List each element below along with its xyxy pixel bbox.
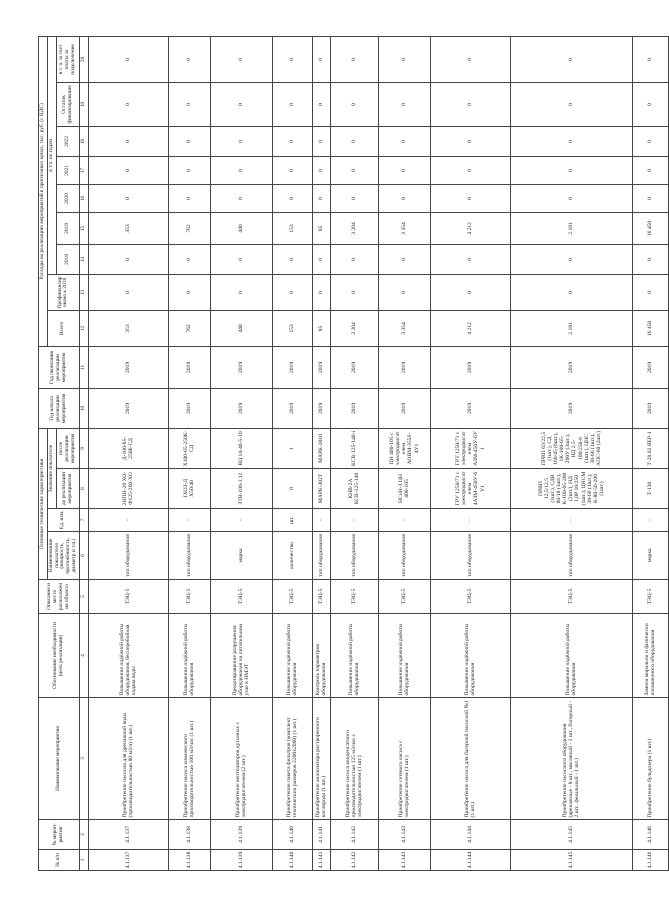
cell-after: КСВ-125-140-і <box>330 428 378 468</box>
cell-pid: 4.1.138 <box>168 820 210 850</box>
cell-y2018: 0 <box>510 244 632 274</box>
cell-y2022: 0 <box>430 126 510 156</box>
cell-pid: 4.1.141 <box>312 820 330 850</box>
cell-incl: 0 <box>88 36 168 82</box>
cell-y2020: 0 <box>510 184 632 212</box>
cell-rest: 0 <box>168 82 210 126</box>
header-2020: 2020 <box>56 184 79 212</box>
column-number: 9 <box>79 428 88 468</box>
header-total: Всего <box>47 310 79 346</box>
header-before: до реализации мероприятия <box>56 469 79 509</box>
cell-place: ТЭЦ-5 <box>378 580 430 614</box>
cell-start: 2019 <box>312 388 330 428</box>
table-row <box>168 36 210 870</box>
cell-no: 4.1.137 <box>88 850 168 871</box>
header-2018: 2018 <box>56 244 79 274</box>
cell-y2022: 0 <box>510 126 632 156</box>
cell-y2020: 0 <box>168 184 210 212</box>
cell-y2020: 0 <box>272 184 312 212</box>
cell-unit: - <box>378 509 430 532</box>
cell-reason: Повышение надёжной работы оборудования <box>430 614 510 698</box>
header-group-values: Значение показателя <box>47 428 56 508</box>
header-remaining: Остаток финансирования <box>56 82 79 126</box>
cell-before: ЗТВ-100-1,12 <box>210 469 272 509</box>
column-number: 18 <box>79 126 88 156</box>
cell-unit: шт. <box>272 509 312 532</box>
cell-name: Приобретение пакета фильтров (комплект технических размеров 2200x2000) (1 шт.) <box>272 698 312 820</box>
cell-pid: 4.1.139 <box>210 820 272 850</box>
column-number: 3 <box>79 698 88 820</box>
cell-incl: 0 <box>210 36 272 82</box>
cell-pid: 4.1.142 <box>330 820 378 850</box>
header-2022: 2022 <box>56 126 79 156</box>
column-number: 10 <box>79 388 88 428</box>
cell-param: тип оборудования <box>430 532 510 580</box>
cell-name: Приобретение анализатора растворенного кислорода (1 шт.) <box>312 698 330 820</box>
cell-pid: 4.1.144 <box>430 820 510 850</box>
table-row <box>632 36 668 870</box>
cell-y2021: 0 <box>430 156 510 184</box>
cell-y2020: 0 <box>88 184 168 212</box>
column-number: 15 <box>79 212 88 244</box>
column-number: 16 <box>79 184 88 212</box>
cell-rest: 0 <box>272 82 312 126</box>
column-number-row <box>79 36 88 870</box>
cell-param: тип оборудования <box>378 532 430 580</box>
cell-y2020: 0 <box>210 184 272 212</box>
cell-fin: 0 <box>510 274 632 310</box>
cell-rest: 0 <box>330 82 378 126</box>
header-group-tech: Основные технические характеристики <box>39 428 48 579</box>
cell-no: 4.1.140 <box>272 850 312 871</box>
cell-y2018: 0 <box>168 244 210 274</box>
cell-y2019: 3 354 <box>378 212 430 244</box>
cell-y2020: 0 <box>312 184 330 212</box>
header-incl: в т. ч. за счет платы за подключение <box>56 36 79 82</box>
cell-name: Приобретение насосного оборудования (дренажные - 8 шт., масляный - 1 шт., багерный - 2 шт., фекальный - 1 шт.) <box>510 698 632 820</box>
cell-rest: 0 <box>430 82 510 126</box>
header-project-no: № мероп-риятия <box>39 820 80 850</box>
cell-param: тип оборудования <box>510 532 632 580</box>
column-number: 4 <box>79 614 88 698</box>
cell-fin: 0 <box>272 274 312 310</box>
cell-before: Т-130 <box>632 469 668 509</box>
cell-after: Т-20.02 ЯЕР-1 <box>632 428 668 468</box>
cell-reason: Повышение надёжной работы оборудования <box>168 614 210 698</box>
cell-before: МАРК-302Т <box>312 469 330 509</box>
cell-y2020: 0 <box>632 184 668 212</box>
cell-start: 2019 <box>88 388 168 428</box>
cell-name: Приобретение насосов для дренажной воды (производительностью 80 м3/ч) (1 шт.) <box>88 698 168 820</box>
cell-after: Д-100-65-250Б-СД <box>88 428 168 468</box>
cell-total: 4 212 <box>430 310 510 346</box>
cell-before: ПРВП 12,5/12,5 (1шт.), СДВ 80/18 (1шт.), К-100-65-200 (2шт.), НД 1,0Р 10/250 (1шт.), ЦНСМ 38-66 (1шт.), К-80-50-200 (1шт.) <box>510 469 632 509</box>
header-row-1 <box>39 36 48 870</box>
cell-pid: 4.1.146 <box>632 820 668 850</box>
cell-after: ПРВП 63/22,5 (1шт.), СД 160/45 (6шт.), 1К-100-65-200У (3шт.), НД 2,5-100/250-6 (1шт.), ЦНС 38-66 (1шт.), АПС-60 (2шт.) <box>510 428 632 468</box>
cell-start: 2019 <box>168 388 210 428</box>
cell-y2021: 0 <box>210 156 272 184</box>
cell-total: 762 <box>168 310 210 346</box>
cell-y2018: 0 <box>272 244 312 274</box>
cell-y2018: 0 <box>378 244 430 274</box>
cell-no: 4.1.144 <box>430 850 510 871</box>
header-start-year: Год начала реализации мероприятия <box>39 388 80 428</box>
cell-total: 85 <box>312 310 330 346</box>
cell-y2021: 0 <box>330 156 378 184</box>
cell-rest: 0 <box>510 82 632 126</box>
table-row <box>430 36 510 870</box>
cell-reason: Повышение надёжной работы оборудования <box>330 614 378 698</box>
cell-y2018: 0 <box>210 244 272 274</box>
cell-after: ВЦ 14-46-5-10 <box>210 428 272 468</box>
cell-param: марка <box>632 532 668 580</box>
cell-y2019: 85 <box>312 212 330 244</box>
header-2019: 2019 <box>56 212 79 244</box>
cell-y2022: 0 <box>632 126 668 156</box>
header-name: Наименование мероприятия <box>39 698 80 820</box>
cell-no: 4.1.146 <box>632 850 668 871</box>
cell-unit: - <box>168 509 210 532</box>
cell-start: 2019 <box>378 388 430 428</box>
cell-reason: Контроль параметров оборудования <box>312 614 330 698</box>
table-body <box>39 36 669 870</box>
cell-no: 4.1.139 <box>210 850 272 871</box>
cell-y2018: 0 <box>330 244 378 274</box>
header-justification: Обоснование необходимости (цель реализации) <box>39 614 80 698</box>
cell-name: Приобретение насоса химического производительностью 100 м3/час (1 шт.) <box>168 698 210 820</box>
cell-after: МАРК-3010 <box>312 428 330 468</box>
cell-fin: 0 <box>632 274 668 310</box>
cell-reason: Повышение надёжной работы оборудования, бесперебойная подача воды <box>88 614 168 698</box>
cell-param: тип оборудования <box>330 532 378 580</box>
column-number: 6 <box>79 532 88 580</box>
cell-total: 16 450 <box>632 310 668 346</box>
cell-y2019: 762 <box>168 212 210 244</box>
cell-place: ТЭЦ-5 <box>272 580 312 614</box>
cell-param: тип оборудования <box>168 532 210 580</box>
cell-y2018: 0 <box>430 244 510 274</box>
cell-y2021: 0 <box>168 156 210 184</box>
cell-end: 2019 <box>210 346 272 388</box>
cell-total: 3 354 <box>378 310 430 346</box>
header-financed: Профинансировано к 2018 <box>47 274 79 310</box>
cell-y2020: 0 <box>330 184 378 212</box>
cell-end: 2019 <box>330 346 378 388</box>
cell-y2022: 0 <box>272 126 312 156</box>
cell-incl: 0 <box>312 36 330 82</box>
cell-name: Приобретение насоса конденсатного производительностью 125 м3/час с электродвигателем (1 шт.) <box>330 698 378 820</box>
cell-after: Х100-65-250К-СД <box>168 428 210 468</box>
cell-y2019: 440 <box>210 212 272 244</box>
column-number: 14 <box>79 244 88 274</box>
cell-y2020: 0 <box>378 184 430 212</box>
cell-no: 4.1.145 <box>510 850 632 871</box>
cell-end: 2019 <box>88 346 168 388</box>
cell-pid: 4.1.137 <box>88 820 168 850</box>
cell-unit: - <box>632 509 668 532</box>
cell-pid: 4.1.143 <box>378 820 430 850</box>
cell-y2021: 0 <box>88 156 168 184</box>
cell-y2019: 353 <box>88 212 168 244</box>
header-no: № п/п <box>39 850 80 871</box>
cell-total: 3 204 <box>330 310 378 346</box>
cell-rest: 0 <box>210 82 272 126</box>
cell-fin: 0 <box>430 274 510 310</box>
cell-reason: Повышение надёжной работы оборудования <box>510 614 632 698</box>
column-number: 19 <box>79 82 88 126</box>
cell-y2019: 3 204 <box>330 212 378 244</box>
cell-y2022: 0 <box>330 126 378 156</box>
cell-rest: 0 <box>632 82 668 126</box>
column-number: 1 <box>79 850 88 871</box>
cell-name: Приобретение бульдозера (1 шт.) <box>632 698 668 820</box>
cell-unit: - <box>88 509 168 532</box>
cell-end: 2019 <box>510 346 632 388</box>
cell-pid: 4.1.140 <box>272 820 312 850</box>
cell-param: тип оборудования <box>312 532 330 580</box>
header-stage: Описание и место расположения объекта <box>39 580 80 614</box>
header-after: после реализации мероприятия <box>56 428 79 468</box>
cell-unit: - <box>430 509 510 532</box>
cell-y2022: 0 <box>312 126 330 156</box>
cell-name: Приобретение вентиляторов дутьевых с электродвигателем (2 шт.) <box>210 698 272 820</box>
cell-no: 4.1.143 <box>378 850 430 871</box>
cell-y2019: 2 181 <box>510 212 632 244</box>
cell-total: 440 <box>210 310 272 346</box>
cell-end: 2019 <box>312 346 330 388</box>
cell-end: 2019 <box>168 346 210 388</box>
cell-before: ГРУ 1250/71 с электродвигателем 4АЗМ-450У-6У1 <box>430 469 510 509</box>
cell-after: 1 <box>272 428 312 468</box>
column-number: 8 <box>79 469 88 509</box>
column-number: 7 <box>79 509 88 532</box>
column-number: 5 <box>79 580 88 614</box>
table-row <box>312 36 330 870</box>
cell-start: 2019 <box>430 388 510 428</box>
cell-y2020: 0 <box>430 184 510 212</box>
cell-place: ТЭЦ-5 <box>88 580 168 614</box>
table-row <box>378 36 430 870</box>
cell-y2018: 0 <box>312 244 330 274</box>
table-row <box>330 36 378 870</box>
cell-incl: 0 <box>632 36 668 82</box>
cell-no: 4.1.141 <box>312 850 330 871</box>
column-number: 20 <box>79 36 88 82</box>
table-row <box>88 36 168 870</box>
cell-fin: 0 <box>210 274 272 310</box>
cell-unit: - <box>312 509 330 532</box>
cell-y2019: 153 <box>272 212 312 244</box>
column-number: 13 <box>79 274 88 310</box>
cell-incl: 0 <box>510 36 632 82</box>
cell-fin: 0 <box>378 274 430 310</box>
cell-place: ТЭЦ-5 <box>330 580 378 614</box>
cell-end: 2019 <box>378 346 430 388</box>
header-group-costs: Расходы на реализацию мероприятий в прогнозных ценах, тыс. руб. (с НДС) <box>39 36 48 346</box>
cell-y2021: 0 <box>272 156 312 184</box>
cell-y2022: 0 <box>378 126 430 156</box>
cell-before: 1ХОЗ-Д Х50/40 <box>168 469 210 509</box>
column-number: 12 <box>79 310 88 346</box>
table-row <box>272 36 312 870</box>
cell-rest: 0 <box>88 82 168 126</box>
header-group-years: в т.ч. по годам <box>47 36 56 274</box>
header-2021: 2021 <box>56 156 79 184</box>
cell-rest: 0 <box>378 82 430 126</box>
cell-place: ТЭЦ-5 <box>510 580 632 614</box>
cell-end: 2019 <box>430 346 510 388</box>
header-unit: Ед. изм. <box>47 509 79 532</box>
cell-fin: 0 <box>88 274 168 310</box>
column-number: 17 <box>79 156 88 184</box>
cell-place: ТЭЦ-5 <box>312 580 330 614</box>
cell-y2018: 0 <box>632 244 668 274</box>
cell-incl: 0 <box>168 36 210 82</box>
cell-y2021: 0 <box>378 156 430 184</box>
cell-start: 2019 <box>632 388 668 428</box>
cell-fin: 0 <box>168 274 210 310</box>
header-end-year: Год окончания реализации мероприятия <box>39 346 80 388</box>
cell-total: 353 <box>88 310 168 346</box>
cell-incl: 0 <box>330 36 378 82</box>
cell-start: 2019 <box>330 388 378 428</box>
cell-reason: Повышение надёжной работы оборудования <box>272 614 312 698</box>
cell-unit: - <box>510 509 632 532</box>
cell-fin: 0 <box>312 274 330 310</box>
cell-unit: - <box>210 509 272 532</box>
column-number: 11 <box>79 346 88 388</box>
investment-program-table <box>38 36 669 871</box>
cell-y2022: 0 <box>88 126 168 156</box>
cell-reason: Замена морально и физически изношенного оборудования <box>632 614 668 698</box>
cell-y2021: 0 <box>510 156 632 184</box>
table-row <box>510 36 632 870</box>
cell-before: 2НПН-20 ХО-Ф125-260-ХО <box>88 469 168 509</box>
cell-name: Приобретение сетевого насоса с электродвигателем (1 шт.) <box>378 698 430 820</box>
cell-after: ЦН 400-105 с электродвигателем АОВМ-355S-4У1 <box>378 428 430 468</box>
cell-place: ТЭЦ-5 <box>210 580 272 614</box>
cell-param: тип оборудования <box>88 532 168 580</box>
cell-y2021: 0 <box>632 156 668 184</box>
cell-y2019: 4 212 <box>430 212 510 244</box>
cell-place: ТЭЦ-5 <box>168 580 210 614</box>
cell-pid: 4.1.145 <box>510 820 632 850</box>
cell-incl: 0 <box>272 36 312 82</box>
cell-end: 2019 <box>632 346 668 388</box>
cell-total: 2 181 <box>510 310 632 346</box>
header-param-name: Наименование показателя (мощность, протяжённость, диаметр и т.п.) <box>47 532 79 580</box>
cell-start: 2019 <box>272 388 312 428</box>
cell-fin: 0 <box>330 274 378 310</box>
cell-after: ГРТ 1250/71 с электродвигателем АЗМ-450У-6У1 <box>430 428 510 468</box>
cell-place: ТЭЦ-5 <box>632 580 668 614</box>
cell-param: марка <box>210 532 272 580</box>
cell-param: количество <box>272 532 312 580</box>
cell-y2018: 0 <box>88 244 168 274</box>
cell-y2022: 0 <box>210 126 272 156</box>
cell-unit: - <box>330 509 378 532</box>
cell-before: НСнН-3 ЦН 400-105 <box>378 469 430 509</box>
cell-y2021: 0 <box>312 156 330 184</box>
cell-before: 0 <box>272 469 312 509</box>
cell-rest: 0 <box>312 82 330 126</box>
cell-total: 153 <box>272 310 312 346</box>
column-number: 2 <box>79 820 88 850</box>
table-row <box>210 36 272 870</box>
cell-before: КНВ-2А КСВ-125-140 <box>330 469 378 509</box>
cell-name: Приобретение насоса для багерной насосной №1 (1 шт.) <box>430 698 510 820</box>
cell-start: 2019 <box>510 388 632 428</box>
cell-end: 2019 <box>272 346 312 388</box>
cell-no: 4.1.138 <box>168 850 210 871</box>
cell-no: 4.1.142 <box>330 850 378 871</box>
cell-start: 2019 <box>210 388 272 428</box>
cell-reason: Повышение надёжной работы оборудования <box>378 614 430 698</box>
cell-y2019: 16 450 <box>632 212 668 244</box>
cell-y2022: 0 <box>168 126 210 156</box>
cell-reason: Предотвращение разрушения оборудования на питательном узле в НМЭТ <box>210 614 272 698</box>
cell-place: ТЭЦ-5 <box>430 580 510 614</box>
cell-incl: 0 <box>430 36 510 82</box>
cell-incl: 0 <box>378 36 430 82</box>
